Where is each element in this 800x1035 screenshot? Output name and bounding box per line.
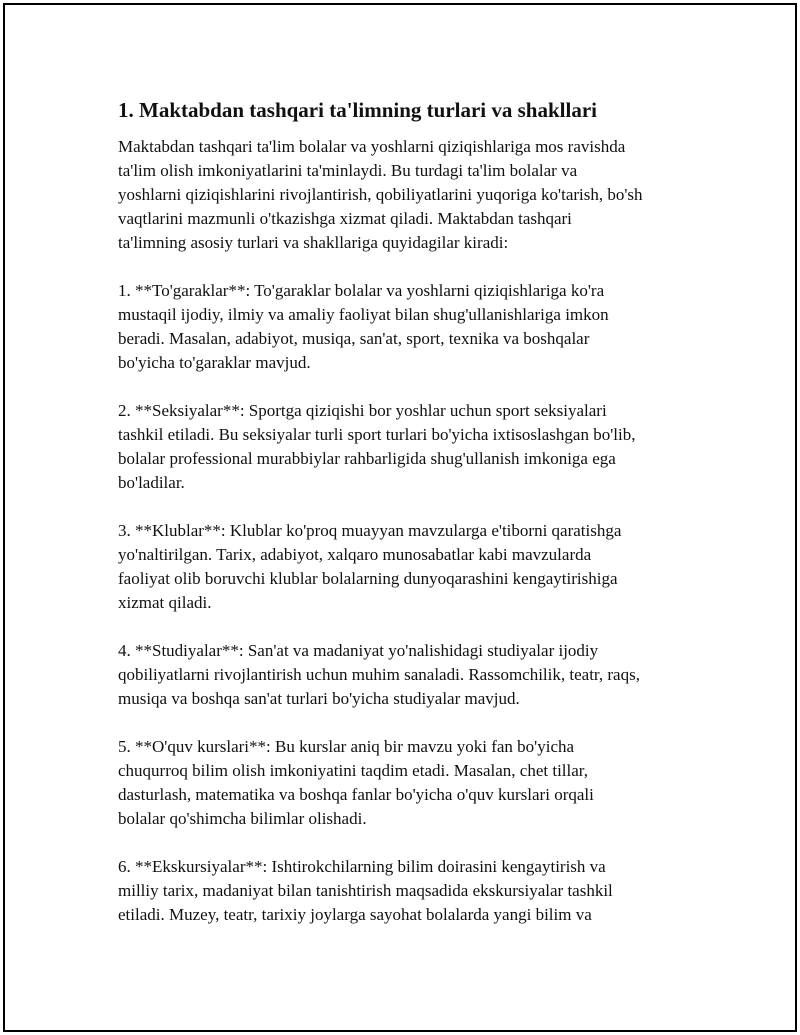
text-line: 1. **To'garaklar**: To'garaklar bolalar va yoshlarni qiziqishlariga ko'ra: [118, 281, 605, 300]
text-line: dasturlash, matematika va boshqa fanlar bo'yicha o'quv kurslari orqali: [118, 785, 594, 804]
text-line: 4. **Studiyalar**: San'at va madaniyat yo'nalishidagi studiyalar ijodiy: [118, 641, 599, 660]
text-line: yo'naltirilgan. Tarix, adabiyot, xalqaro munosabatlar kabi mavzularda: [118, 545, 592, 564]
text-line: mustaqil ijodiy, ilmiy va amaliy faoliyat bilan shug'ullanishlariga imkon: [118, 305, 609, 324]
text-line: bo'ladilar.: [118, 473, 185, 492]
text-line: chuqurroq bilim olish imkoniyatini taqdim etadi. Masalan, chet tillar,: [118, 761, 589, 780]
text-line: ta'limning asosiy turlari va shakllariga quyidagilar kiradi:: [118, 233, 509, 252]
section-heading: 1. Maktabdan tashqari ta'limning turlari va shakllari: [118, 98, 597, 122]
text-line: vaqtlarini mazmunli o'tkazishga xizmat qiladi. Maktabdan tashqari: [118, 209, 572, 228]
text-line: ta'lim olish imkoniyatlarini ta'minlaydi. Bu turdagi ta'lim bolalar va: [118, 161, 578, 180]
document-body: [118, 97, 703, 951]
text-line: bolalar professional murabbiylar rahbarligida shug'ullanish imkoniga ega: [118, 449, 616, 468]
intro-paragraph: [118, 135, 703, 255]
list-item-ekskursiyalar: [118, 855, 703, 927]
text-line: 6. **Ekskursiyalar**: Ishtirokchilarning bilim doirasini kengaytirish va: [118, 857, 606, 876]
list-item-seksiyalar: [118, 399, 703, 495]
text-line: bo'yicha to'garaklar mavjud.: [118, 353, 311, 372]
list-item-oquv-kurslari: [118, 735, 703, 831]
text-line: beradi. Masalan, adabiyot, musiqa, san'at, sport, texnika va boshqalar: [118, 329, 590, 348]
text-line: Maktabdan tashqari ta'lim bolalar va yoshlarni qiziqishlariga mos ravishda: [118, 137, 626, 156]
text-line: 5. **O'quv kurslari**: Bu kurslar aniq bir mavzu yoki fan bo'yicha: [118, 737, 575, 756]
text-line: tashkil etiladi. Bu seksiyalar turli sport turlari bo'yicha ixtisoslashgan bo'lib,: [118, 425, 636, 444]
text-line: milliy tarix, madaniyat bilan tanishtirish maqsadida ekskursiyalar tashkil: [118, 881, 613, 900]
text-line: 2. **Seksiyalar**: Sportga qiziqishi bor yoshlar uchun sport seksiyalari: [118, 401, 607, 420]
text-line: 3. **Klublar**: Klublar ko'proq muayyan mavzularga e'tiborni qaratishga: [118, 521, 622, 540]
text-line: yoshlarni qiziqishlarini rivojlantirish, qobiliyatlarini yuqoriga ko'tarish, bo'sh: [118, 185, 643, 204]
text-line: qobiliyatlarni rivojlantirish uchun muhim sanaladi. Rassomchilik, teatr, raqs,: [118, 665, 640, 684]
text-line: etiladi. Muzey, teatr, tarixiy joylarga sayohat bolalarda yangi bilim va: [118, 905, 592, 924]
text-line: xizmat qiladi.: [118, 593, 212, 612]
list-item-klublar: [118, 519, 703, 615]
text-line: bolalar qo'shimcha bilimlar olishadi.: [118, 809, 367, 828]
list-item-studiyalar: [118, 639, 703, 711]
list-item-togaraklar: [118, 279, 703, 375]
text-line: faoliyat olib boruvchi klublar bolalarning dunyoqarashini kengaytirishiga: [118, 569, 618, 588]
text-line: musiqa va boshqa san'at turlari bo'yicha studiyalar mavjud.: [118, 689, 520, 708]
page-frame: [3, 3, 797, 1032]
